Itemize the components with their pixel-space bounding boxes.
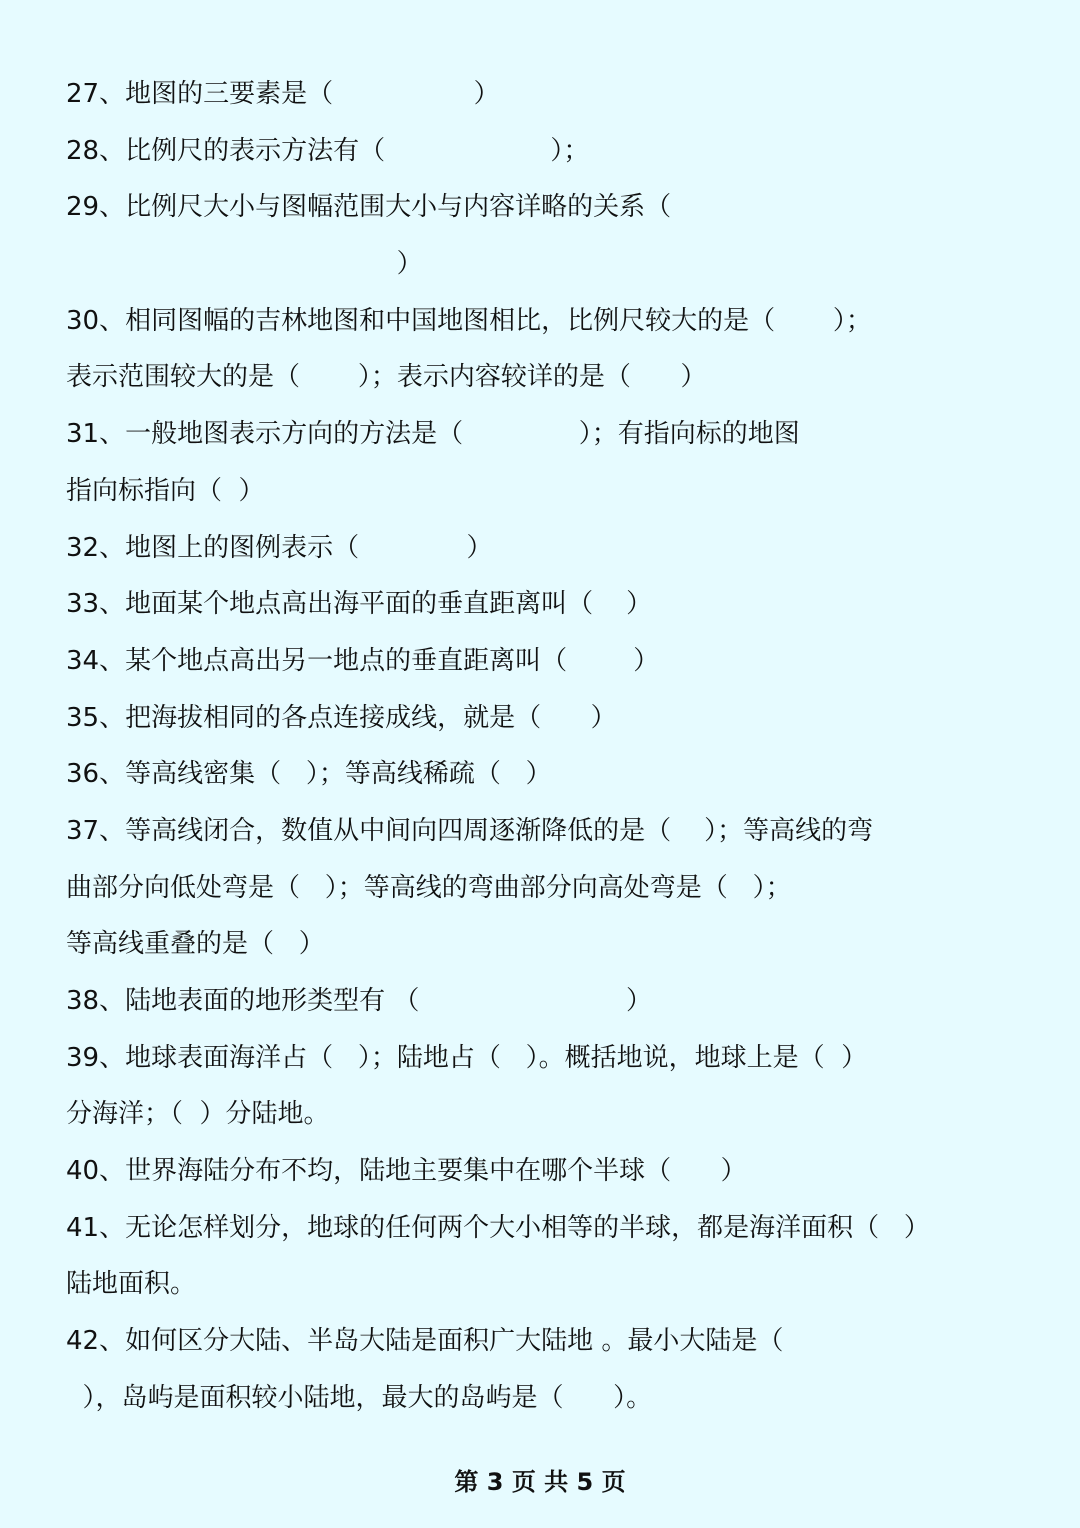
question-30: 30、相同图幅的吉林地图和中国地图相比，比例尺较大的是（ ）； — [66, 305, 872, 336]
question-32: 32、地图上的图例表示（ ） — [66, 532, 493, 563]
question-42-continued: ），岛屿是面积较小陆地，最大的岛屿是（ ）。 — [66, 1382, 653, 1413]
question-37-continued: 曲部分向低处弯是（ ）；等高线的弯曲部分向高处弯是（ ）； — [66, 872, 792, 903]
question-38: 38、陆地表面的地形类型有 （ ） — [66, 986, 652, 1016]
question-42: 42、如何区分大陆、半岛大陆是面积广大陆地 。最小大陆是（ — [66, 1326, 784, 1357]
question-40: 40、世界海陆分布不均，陆地主要集中在哪个半球（ ） — [66, 1156, 747, 1187]
question-27: 27、地图的三要素是（ ） — [66, 79, 500, 109]
question-29-continued: ） — [66, 249, 423, 280]
question-28: 28、比例尺的表示方法有（ ）； — [66, 135, 590, 166]
question-list — [66, 66, 1026, 1427]
question-31-continued: 指向标指向（ ） — [66, 475, 265, 506]
question-30-continued: 表示范围较大的是（ ）；表示内容较详的是（ ） — [66, 362, 707, 393]
question-36: 36、等高线密集（ ）；等高线稀疏（ ） — [66, 759, 552, 790]
question-41: 41、无论怎样划分，地球的任何两个大小相等的半球，都是海洋面积（ ） — [66, 1212, 930, 1243]
question-35: 35、把海拔相同的各点连接成线，就是（ ） — [66, 702, 617, 733]
question-41-continued: 陆地面积。 — [66, 1269, 197, 1300]
question-34: 34、某个地点高出另一地点的垂直距离叫（ ） — [66, 645, 660, 676]
question-33: 33、地面某个地点高出海平面的垂直距离叫（ ） — [66, 589, 653, 620]
page-number-footer: 第 3 页 共 5 页 — [454, 1468, 626, 1496]
question-39: 39、地球表面海洋占（ ）；陆地占（ ）。概括地说，地球上是（ ） — [66, 1042, 868, 1073]
question-29: 29、比例尺大小与图幅范围大小与内容详略的关系（ — [66, 192, 672, 223]
question-39-continued: 分海洋；（ ）分陆地。 — [66, 1099, 330, 1130]
question-37: 37、等高线闭合，数值从中间向四周逐渐降低的是（ ）；等高线的弯 — [66, 815, 874, 846]
question-37-continued-2: 等高线重叠的是（ ） — [66, 929, 325, 960]
question-31: 31、一般地图表示方向的方法是（ ）；有指向标的地图 — [66, 419, 800, 450]
